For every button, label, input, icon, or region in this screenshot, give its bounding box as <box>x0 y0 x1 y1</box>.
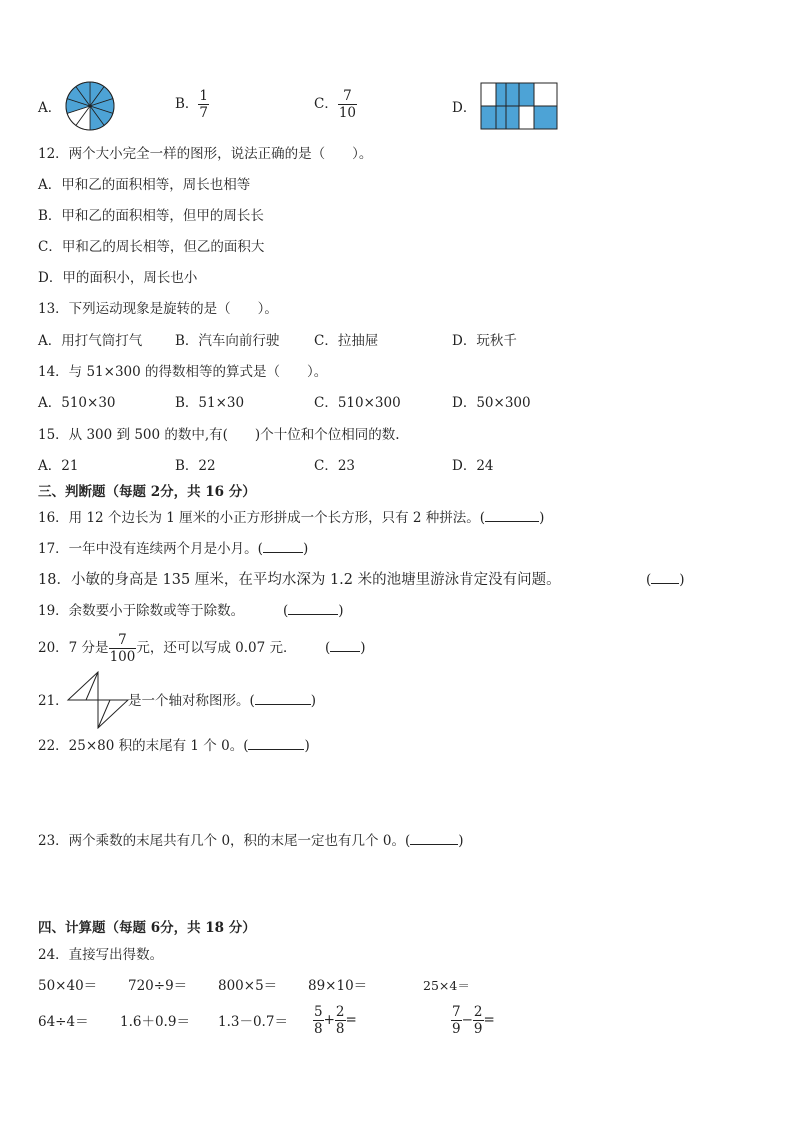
open-paren: ( <box>646 572 652 588</box>
answer-blank[interactable] <box>485 509 539 522</box>
fraction-denominator: 8 <box>314 1021 323 1037</box>
question-20-suffix: 元，还可以写成 0.07 元． <box>136 640 297 656</box>
close-paren: ) <box>539 510 545 526</box>
fraction-denominator: 9 <box>452 1021 461 1037</box>
calc-item: 720÷9＝ <box>128 978 188 994</box>
question-21-number: 21． <box>38 693 69 709</box>
fraction-numerator: 7 <box>338 88 357 105</box>
calc-fraction-expression <box>451 1002 495 1038</box>
equals-sign: = <box>483 1012 495 1028</box>
circle-divided-into-sectors-icon <box>64 80 116 132</box>
fraction-denominator: 8 <box>335 1021 345 1037</box>
question-13-option-a: A．用打气筒打气 <box>38 333 143 349</box>
question-15-option-a: A．21 <box>38 458 79 474</box>
pinwheel-figure-icon <box>66 670 130 732</box>
answer-blank[interactable] <box>263 540 303 553</box>
question-13-stem: 13．下列运动现象是旋转的是（ ）。 <box>38 301 278 317</box>
question-16 <box>38 509 544 527</box>
fraction-numerator: 7 <box>452 1004 461 1020</box>
question-20 <box>38 630 297 666</box>
section-3-heading: 三、判断题（每题 2分，共 16 分） <box>38 484 256 500</box>
question-16-text: 16．用 12 个边长为 1 厘米的小正方形拼成一个长方形，只有 2 种拼法。( <box>38 510 486 526</box>
q11-option-c <box>314 88 357 121</box>
close-paren: ) <box>360 640 366 656</box>
calc-item: 64÷4＝ <box>38 1014 89 1030</box>
calc-item: 1.3－0.7＝ <box>218 1014 288 1030</box>
question-23 <box>38 832 464 850</box>
question-19-answer <box>283 602 344 620</box>
calc-item: 89×10＝ <box>308 978 368 994</box>
fraction <box>473 1004 484 1037</box>
question-12-stem: 12．两个大小完全一样的图形，说法正确的是（ ）。 <box>38 146 373 162</box>
fraction <box>451 1004 462 1037</box>
fraction <box>109 632 137 665</box>
open-paren: ( <box>325 640 331 656</box>
question-23-text: 23．两个乘数的末尾共有几个 0，积的末尾一定也有几个 0。( <box>38 833 411 849</box>
answer-blank[interactable] <box>330 639 360 652</box>
operator: + <box>323 1012 335 1028</box>
close-paren: ) <box>304 738 310 754</box>
fraction <box>338 88 357 121</box>
fraction-numerator: 7 <box>109 632 137 649</box>
question-18-answer <box>646 571 685 589</box>
calc-item: 1.6＋0.9＝ <box>120 1014 190 1030</box>
question-20-answer <box>325 639 366 657</box>
calc-fraction-expression <box>313 1002 357 1038</box>
fraction-denominator: 10 <box>338 105 357 121</box>
q11-option-b-label: B． <box>175 96 199 112</box>
open-paren: ( <box>283 603 289 619</box>
close-paren: ) <box>458 833 464 849</box>
answer-blank[interactable] <box>651 571 679 584</box>
question-12-option-d: D．甲的面积小，周长也小 <box>38 270 198 286</box>
answer-blank[interactable] <box>255 692 311 705</box>
q11-option-d-label: D． <box>452 100 477 116</box>
question-21 <box>128 692 316 710</box>
question-22 <box>38 737 310 755</box>
close-paren: ) <box>679 572 685 588</box>
question-18-text: 18．小敏的身高是 135 厘米，在平均水深为 1.2 米的池塘里游泳肯定没有问题。 <box>38 572 561 588</box>
question-14-option-d: D．50×300 <box>452 395 531 411</box>
question-20-prefix: 20．7 分是 <box>38 640 109 656</box>
section-4-heading: 四、计算题（每题 6分，共 18 分） <box>38 920 256 936</box>
fraction-numerator: 1 <box>199 88 209 104</box>
fraction <box>198 88 209 121</box>
operator: − <box>461 1012 473 1028</box>
equals-sign: = <box>345 1012 357 1028</box>
rectangle-grid-shaded-icon <box>480 82 558 130</box>
question-15-option-c: C．23 <box>314 458 356 474</box>
fraction-numerator: 2 <box>335 1004 345 1020</box>
question-17 <box>38 540 308 558</box>
question-24-stem: 24．直接写出得数。 <box>38 947 164 963</box>
fraction-numerator: 2 <box>473 1004 483 1020</box>
question-12-option-c: C．甲和乙的周长相等，但乙的面积大 <box>38 239 265 255</box>
fraction <box>313 1004 324 1037</box>
fraction-numerator: 5 <box>314 1004 323 1020</box>
question-15-option-b: B．22 <box>175 458 216 474</box>
close-paren: ) <box>302 541 309 557</box>
question-15-option-d: D．24 <box>452 458 494 474</box>
fraction-denominator: 7 <box>199 105 209 121</box>
answer-blank[interactable] <box>410 832 458 845</box>
question-17-text: 17．一年中没有连续两个月是小月。( <box>38 541 263 557</box>
calc-item: 800×5＝ <box>218 978 278 994</box>
question-14-option-a: A．510×30 <box>38 395 116 411</box>
close-paren: ) <box>310 693 317 709</box>
calc-item: 25×4＝ <box>423 978 470 993</box>
fraction-denominator: 9 <box>473 1021 483 1037</box>
answer-blank[interactable] <box>288 602 338 615</box>
q11-option-c-label: C． <box>314 96 338 112</box>
question-14-option-b: B．51×30 <box>175 395 245 411</box>
q11-option-a-label: A． <box>38 100 62 116</box>
fraction-denominator: 100 <box>109 649 136 665</box>
question-12-option-b: B．甲和乙的面积相等，但甲的周长长 <box>38 208 264 224</box>
calc-item: 50×40＝ <box>38 978 98 994</box>
q11-option-b <box>175 88 209 121</box>
question-13-option-c: C．拉抽屉 <box>314 333 379 349</box>
question-14-stem: 14．与 51×300 的得数相等的算式是（ ）。 <box>38 364 328 380</box>
answer-blank[interactable] <box>248 737 304 750</box>
fraction <box>335 1004 346 1037</box>
question-15-stem: 15．从 300 到 500 的数中,有( )个十位和个位相同的数. <box>38 427 400 443</box>
question-13-option-d: D．玩秋千 <box>452 333 517 349</box>
question-21-text: 是一个轴对称图形。( <box>128 693 255 709</box>
question-13-option-b: B．汽车向前行驶 <box>175 333 280 349</box>
question-12-option-a: A．甲和乙的面积相等，周长也相等 <box>38 177 251 193</box>
question-14-option-c: C．510×300 <box>314 395 401 411</box>
question-19-text: 19．余数要小于除数或等于除数。 <box>38 603 245 619</box>
question-22-text: 22．25×80 积的末尾有 1 个 0。( <box>38 738 249 754</box>
close-paren: ) <box>338 603 344 619</box>
